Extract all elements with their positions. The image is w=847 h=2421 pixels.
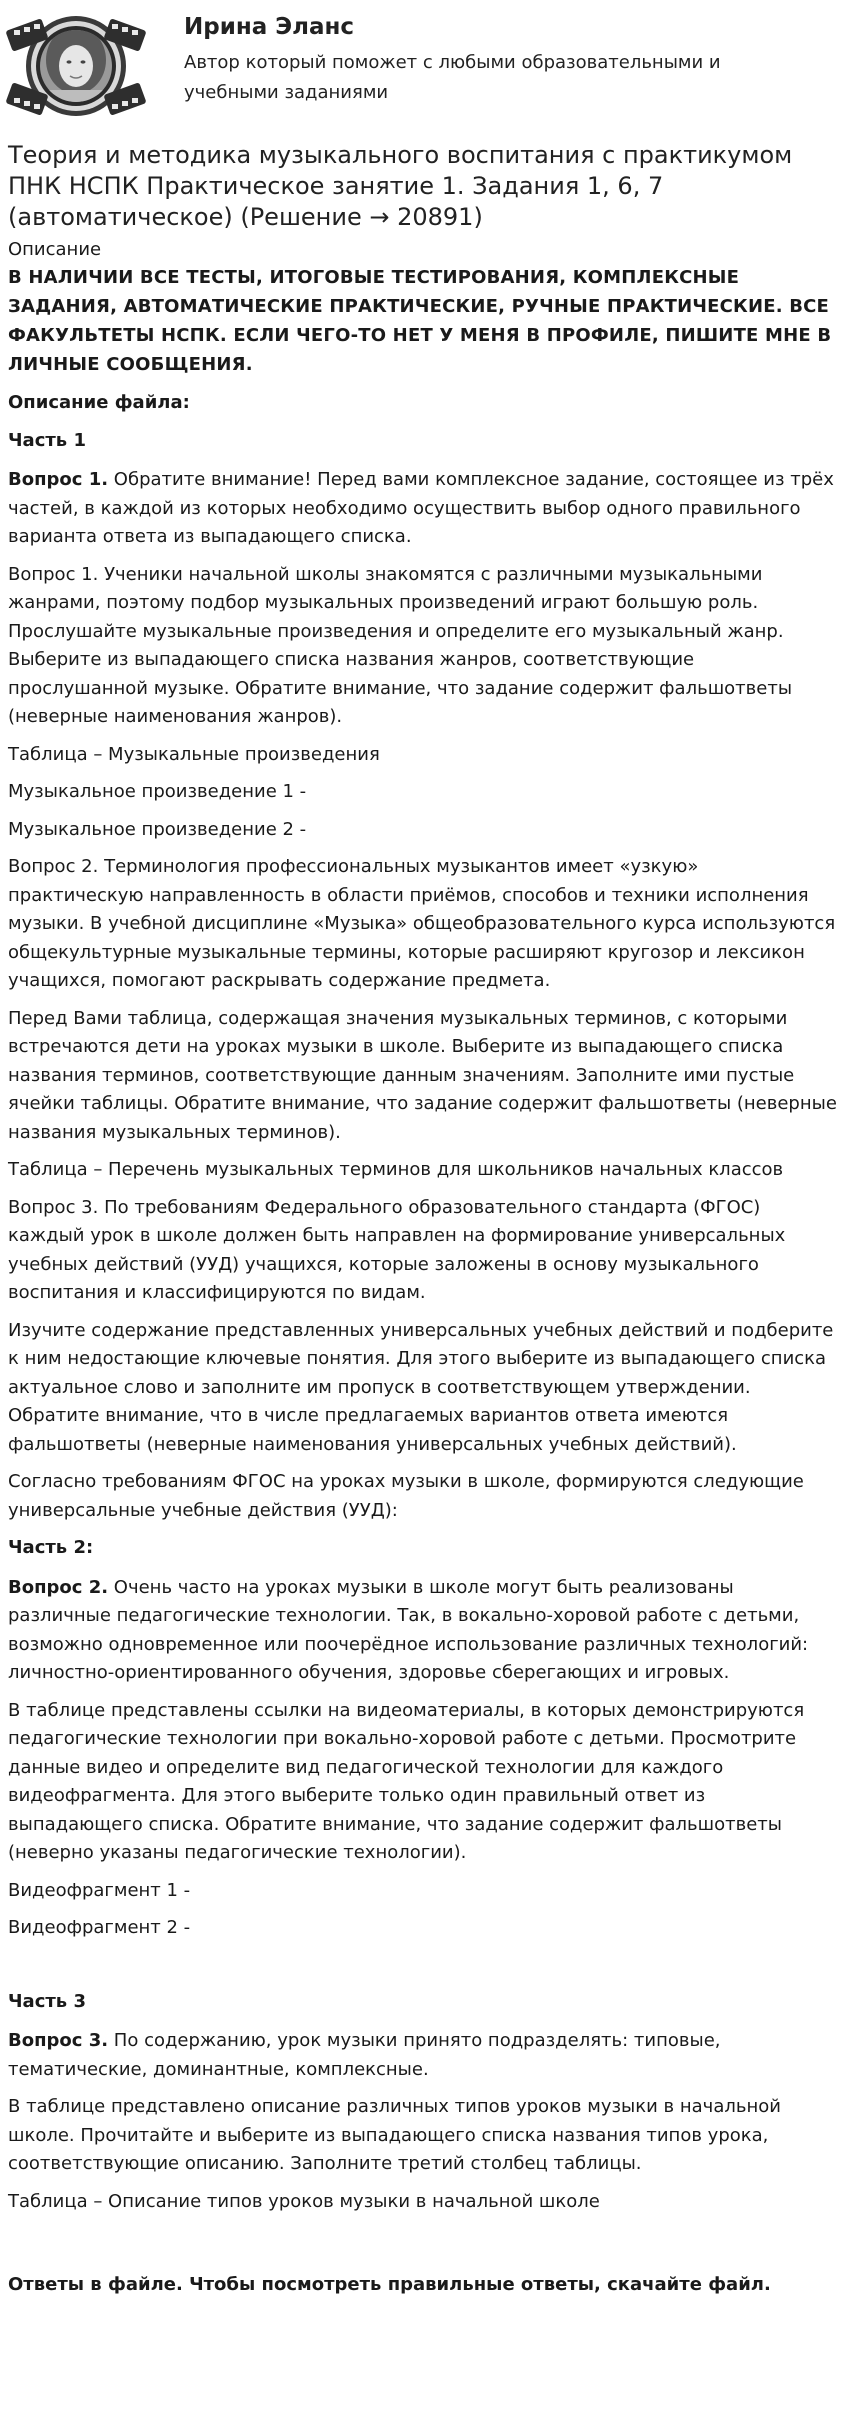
part1-question1-body: Вопрос 1. Ученики начальной школы знакомятся с различными музыкальными жанрами, поэтому подбор музыкальных произведений играют большую роль. Прослушайте музыкальные произведения и определите его музыкальный жанр. Выберите из выпадающего списка названия жанров, соответствующие прослушанной музыке. Обратите внимание, что задание содержит фальшответы (неверные наименования жанров). [8, 563, 793, 727]
author-description: Автор который поможет с любыми образовательными и учебными заданиями [184, 52, 721, 103]
table1-caption: Таблица – Музыкальные произведения [8, 743, 380, 765]
table3-caption: Таблица – Описание типов уроков музыки в начальной школе [8, 2190, 600, 2212]
author-avatar[interactable] [6, 10, 146, 122]
notice-text: В НАЛИЧИИ ВСЕ ТЕСТЫ, ИТОГОВЫЕ ТЕСТИРОВАНИЯ, КОМПЛЕКСНЫЕ ЗАДАНИЯ, АВТОМАТИЧЕСКИЕ ПРАКТИЧЕСКИЕ, РУЧНЫЕ ПРАКТИЧЕСКИЕ. ВСЕ ФАКУЛЬТЕТЫ НСПК. ЕСЛИ ЧЕГО-ТО НЕТ У МЕНЯ В ПРОФИЛЕ, ПИШИТЕ МНЕ В ЛИЧНЫЕ СООБЩЕНИЯ. [8, 267, 832, 375]
description-label: Описание [8, 239, 102, 260]
author-name[interactable]: Ирина Эланс [184, 14, 355, 40]
part3-question3-intro: Вопрос 3. По содержанию, урок музыки принято подразделять: типовые, тематические, доминантные, комплексные. [8, 2030, 721, 2080]
part1-question1-intro: Вопрос 1. Обратите внимание! Перед вами комплексное задание, состоящее из трёх частей, в каждой из которых необходимо осуществить выбор одного правильного варианта ответа из выпадающего списка. [8, 469, 834, 547]
author-card [0, 0, 847, 140]
work-content [0, 140, 847, 2300]
video-fragment-1: Видеофрагмент 1 - [8, 1879, 191, 1901]
music-work-2: Музыкальное произведение 2 - [8, 818, 307, 840]
part1-question3-body: Вопрос 3. По требованиям Федерального образовательного стандарта (ФГОС) каждый урок в школе должен быть направлен на формирование универсальных учебных действий (УУД) учащихся, которые заложены в основу музыкального воспитания и классифицируются по видам. [8, 1196, 786, 1303]
part2-question2-intro: Вопрос 2. Очень часто на уроках музыки в школе могут быть реализованы различные педагогические технологии. Так, в вокально-хоровой работе с детьми, возможно одновременное или поочерёдное использование различных технологий: личностно-ориентированного обучения, здоровье сберегающих и игровых. [8, 1576, 809, 1683]
work-title: Теория и методика музыкального воспитания с практикумом ПНК НСПК Практическое занятие 1. Задания 1, 6, 7 (автоматическое) (Решение → 20891) [8, 141, 793, 231]
part1-question2-task: Перед Вами таблица, содержащая значения музыкальных терминов, с которыми встречаются дети на уроках музыки в школе. Выберите из выпадающего списка названия терминов, соответствующие данным значениям. Заполните ими пустые ячейки таблицы. Обратите внимание, что задание содержит фальшответы (неверные названия музыкальных терминов). [8, 1007, 837, 1143]
spacer [8, 2225, 839, 2271]
music-work-1: Музыкальное произведение 1 - [8, 781, 307, 802]
spacer [8, 1952, 839, 1988]
part1-heading: Часть 1 [8, 429, 86, 451]
part2-question2-task: В таблице представлены ссылки на видеоматериалы, в которых демонстрируются педагогические технологии при вокально-хоровой работе с детьми. Просмотрите данные видео и определите вид педагогической технологии для каждого видеофрагмента. Для этого выберите только один правильный ответ из выпадающего списка. Обратите внимание, что задание содержит фальшответы (неверно указаны педагогические технологии). [8, 1699, 805, 1863]
part2-heading: Часть 2: [8, 1537, 94, 1558]
footer-note: Ответы в файле. Чтобы посмотреть правильные ответы, скачайте файл. [8, 2274, 771, 2295]
part1-question3-task: Изучите содержание представленных универсальных учебных действий и подберите к ним недостающие ключевые понятия. Для этого выберите из выпадающего списка актуальное слово и заполните им пропуск в соответствующем утверждении. Обратите внимание, что в числе предлагаемых вариантов ответа имеются фальшответы (неверные наименования универсальных учебных действий). [8, 1319, 834, 1455]
table2-caption: Таблица – Перечень музыкальных терминов для школьников начальных классов [8, 1159, 784, 1180]
file-description-label: Описание файла: [8, 392, 190, 413]
part1-question3-tail: Согласно требованиям ФГОС на уроках музыки в школе, формируются следующие универсальные учебные действия (УУД): [8, 1471, 804, 1521]
part1-question2-body: Вопрос 2. Терминология профессиональных музыкантов имеет «узкую» практическую направленность в области приёмов, способов и техники исполнения музыки. В учебной дисциплине «Музыка» общеобразовательного курса используются общекультурные музыкальные термины, которые расширяют кругозор и лексикон учащихся, помогают раскрывать содержание предмета. [8, 856, 836, 991]
part3-question3-task: В таблице представлено описание различных типов уроков музыки в начальной школе. Прочитайте и выберите из выпадающего списка названия типов урока, соответствующие описанию. Заполните третий столбец таблицы. [8, 2096, 781, 2174]
part3-heading: Часть 3 [8, 1990, 86, 2012]
video-fragment-2: Видеофрагмент 2 - [8, 1917, 191, 1938]
